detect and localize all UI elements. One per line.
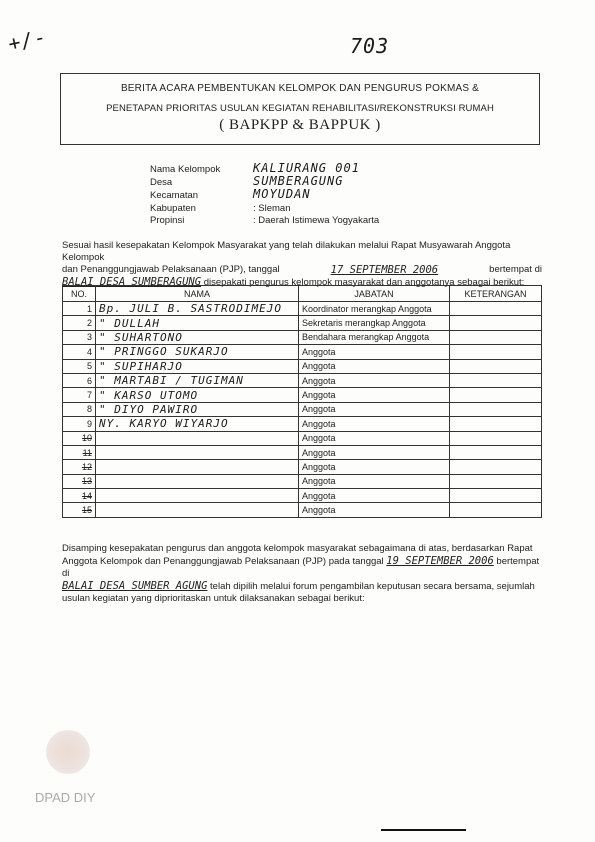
footer-rule [381,829,466,831]
info-propinsi: Propinsi : Daerah Istimewa Yogyakarta [150,215,380,226]
handwritten-page-number: 703 [350,34,390,58]
faded-seal-emblem [46,730,90,774]
info-desa: Desa SUMBERAGUNG [150,174,344,188]
header-acronym: ( BAPKPP & BAPPUK ) [219,117,381,133]
info-nama-kelompok: Nama Kelompok KALIURANG 001 [150,161,360,175]
archive-watermark: DPAD DIY [35,790,96,805]
table-row: 8 " DIYO PAWIRO Anggota [63,402,542,416]
meeting-place-2: BALAI DESA SUMBER AGUNG [62,580,208,592]
meeting-date-2: 19 SEPTEMBER 2006 [386,555,494,567]
kecamatan-value: MOYUDAN [253,187,311,201]
table-header-row [63,286,542,302]
header-line-1: BERITA ACARA PEMBENTUKAN KELOMPOK DAN PENGURUS POKMAS & [120,83,480,94]
document-header [60,73,540,145]
info-kecamatan: Kecamatan MOYUDAN [150,187,311,201]
table-row: 15 Anggota [63,503,542,517]
table-row: 4 " PRINGGO SUKARJO Anggota [63,345,542,359]
table-row: 3 " SUHARTONO Bendahara merangkap Anggota [63,330,542,344]
table-row: 13 Anggota [63,474,542,488]
table-row: 9 NY. KARYO WIYARJO Anggota [63,417,542,431]
table-row: 5 " SUPIHARJO Anggota [63,359,542,373]
table-row: 2 " DULLAH Sekretaris merangkap Anggota [63,316,542,330]
kabupaten-value: : Sleman [253,203,291,214]
priority-paragraph: Disamping kesepakatan pengurus dan anggota kelompok masyarakat sebagaimana di atas, berdasarkan Rapat Anggota Kelompok dan Penanggungjawab Pelaksanaan (PJP) pada tanggal 19 SEPTEMBER 2006 bertempat di BALAI DESA SUMBER AGUNG telah dipilih melalui forum pengambilan keputusan secara bersama, sejumlah usulan kegiatan yang diprioritaskan untuk dilaksanakan sebagai berikut: [62,543,540,604]
propinsi-value: : Daerah Istimewa Yogyakarta [253,215,380,226]
agreement-paragraph: Sesuai hasil kesepakatan Kelompok Masyarakat yang telah dilakukan melalui Rapat Musyawarah Anggota Kelompok dan Penanggungjawab Pelaksanaan (PJP), tanggal 17 SEPTEMBER 2006 bertempat di BALAI DESA SUMBERAGUNG disepakati pengurus kelompok masyarakat dan anggotanya sebagai berikut: [62,240,542,288]
table-row: 11 Anggota [63,445,542,459]
col-jabatan: JABATAN [299,286,450,302]
table-row: 12 Anggota [63,460,542,474]
table-row: 6 " MARTABI / TUGIMAN Anggota [63,373,542,387]
header-line-2: PENETAPAN PRIORITAS USULAN KEGIATAN REHABILITASI/REKONSTRUKSI RUMAH [106,103,494,114]
members-table [62,285,542,518]
col-no: NO. [63,286,96,302]
table-row: 14 Anggota [63,489,542,503]
col-keterangan: KETERANGAN [450,286,542,302]
table-row: 1 Bp. JULI B. SASTRODIMEJO Koordinator merangkap Anggota [63,302,542,316]
col-nama: NAMA [96,286,299,302]
meeting-date-1: 17 SEPTEMBER 2006 [330,264,439,276]
table-row: 10 Anggota [63,431,542,445]
meeting-place-1: BALAI DESA SUMBERAGUNG [62,276,202,288]
nama-kelompok-value: KALIURANG 001 [253,161,360,175]
handwritten-corner-mark: +/- [5,24,50,56]
desa-value: SUMBERAGUNG [253,174,344,188]
info-kabupaten: Kabupaten : Sleman [150,203,291,214]
table-row: 7 " KARSO UTOMO Anggota [63,388,542,402]
